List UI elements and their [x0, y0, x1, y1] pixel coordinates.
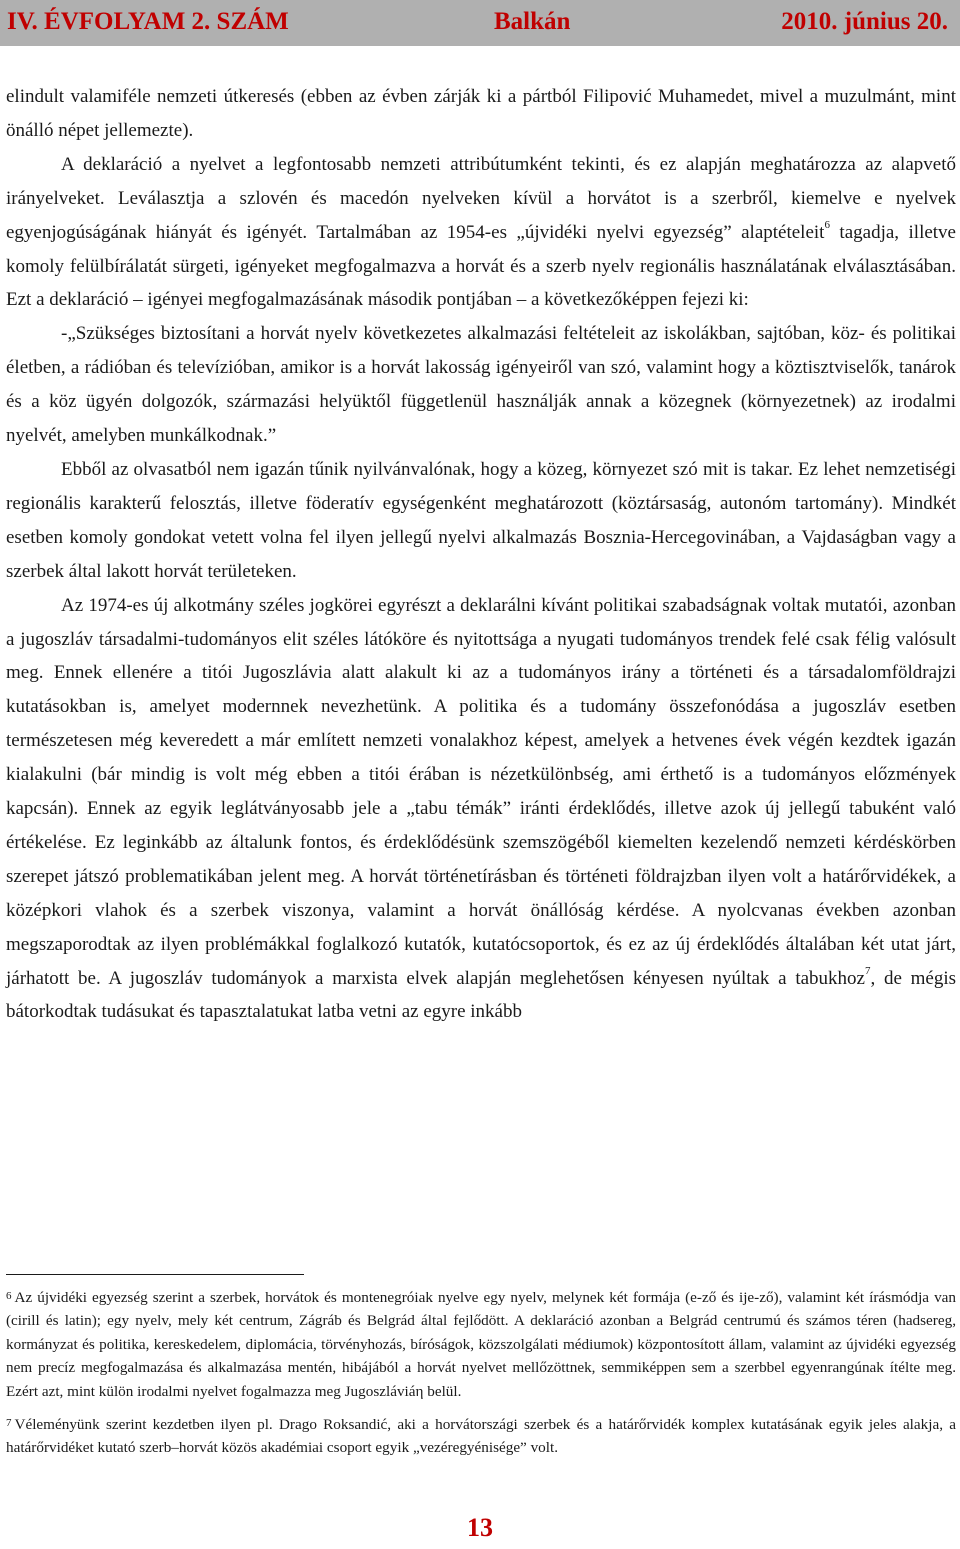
paragraph-text: A deklaráció a nyelvet a legfontosabb nemzeti attribútumként tekinti, és ez alapján meghatározza az alapvető irányelveket. Leválasztja a szlovén és macedón nyelveken kívül a horvátot is a szerbről, kiemelve e nyelvek egyenjogúságának hiányát és igényét. Tartalmában az 1954-es „újvidéki nyelvi egyezség” alaptételeit [6, 153, 956, 243]
footnote-text: Az újvidéki egyezség szerint a szerbek, horvátok és montenegróiak nyelve egy nyelv, melynek két formája (e-ző és ije-ző), valamint két írásmódja van (cirill és latin); egy nyelv, mely két centrum, Zágráb és Belgrád által fejlődött. A deklaráció azonban a Belgrád centrumú és számos téren (hadsereg, kormányzat és politika, kereskedelem, diplomácia, törvényhozás, bíróságok, közszolgálati médiumok) központosított állam, valamint az újvidéki egyezség nem precíz megfogalmazása és alkalmazása mentén, hibájából a horvát nyelvet mellőzöttnek, semmiképpen sem a szerbbel egyenrangúnak ítélte meg. Ezért azt, mint külön irodalmi nyelvet fogalmazza meg Jugoszláviáη belül. [6, 1289, 956, 1400]
paragraph-text: Az 1974-es új alkotmány széles jogkörei egyrészt a deklarálni kívánt politikai szabadságnak voltak mutatói, azonban a jugoszláv társadalmi-tudományos elit széles látóköre és nyitottsága a nyugati tudományos trendek felé csak félig valósult meg. Ennek ellenére a titói Jugoszlávia alatt alakult ki az a tudományos irány a történeti és a társadalomföldrajzi kutatásokban is, amelyet modernnek nevezhetünk. A politika és a tudomány összefonódása a jugoszláv esetben természetesen még keveredett a már említett nemzeti vonalakhoz képest, amelyek a hetvenes évek végén kezdtek igazán kialakulni (bár mindig is volt még ebben a titói érában is nézetkülönbség, ami érthető is a tudományos előzmények kapcsán). Ennek az egyik leglátványosabb jele a „tabu témák” iránti érdeklődés, illetve azok új jellegű tabuként való értékelése. Ez leginkább az általunk fontos, és érdeklődésünk szemszögéből kiemelten kezelendő nemzeti kérdéskörben szerepet játszó problematikában jelent meg. A horvát történetírásban és történeti földrajzban ilyen volt a határőrvidékek, a középkori vlahok és a szerbek viszonya, valamint a horvát önállóság kérdése. A nyolcvanas években azonban megszaporodtak az ilyen problémákkal foglalkozó kutatók, kutatócsoportok, és ez az új érdeklődés általában két utat járt, járhatott be. A jugoszláv tudományok a marxista elvek alapján meglehetősen kényesen nyúltak a tabukhoz [6, 594, 956, 989]
footnote-number: 6 [6, 1290, 12, 1302]
page-number: 13 [467, 1513, 493, 1542]
paragraph-quote: -„Szükséges biztosítani a horvát nyelv következetes alkalmazási feltételeit az iskolákban, sajtóban, köz- és politikai életben, a rádióban és televízióban, amikor is a horvát lakosság igényeiről van szó, valamint hogy a köztisztviselők, tanárok és a köz ügyén dolgozók, származási helyüktől függetlenül használják annak a közegnek (környezetnek) az irodalmi nyelvét, amelyben munkálkodnak.” [6, 323, 956, 447]
paragraph-text: , de mégis bátorkodtak tudásukat és tapasztalatukat latba vetni az egyre inkább [6, 967, 956, 1023]
issue-date: 2010. június 20. [781, 8, 948, 35]
footnote [6, 1413, 956, 1460]
paragraph-continuation: elindult valamiféle nemzeti útkeresés (ebben az évben zárják ki a pártból Filipović Muhamedet, mivel a muzulmánt, mint önálló népet jellemezte). [6, 86, 956, 141]
page-header [0, 0, 960, 46]
footnote [6, 1286, 956, 1403]
article-body [6, 80, 956, 1029]
paragraph [6, 148, 956, 318]
paragraph [6, 589, 956, 1030]
footnote-ref[interactable]: 6 [824, 219, 830, 232]
section-title: Balkán [494, 8, 571, 35]
footnote-number: 7 [6, 1417, 12, 1430]
footnote-text: Véleményünk szerint kezdetben ilyen pl. Drago Roksandić, aki a horvátországi szerbek és a határőrvidék komplex kutatásának egyik jeles alakja, a határőrvidéket kutató szerb–horvát közös akadémiai csoport egyik „vezéregyénisége” volt. [6, 1416, 956, 1457]
journal-volume: IV. ÉVFOLYAM 2. SZÁM [7, 8, 289, 35]
footnote-ref[interactable]: 7 [864, 965, 871, 978]
paragraph-text: tagadja, illetve komoly felülbírálatát sürgeti, igényeket megfogalmazva a horvát és a szerb nyelv regionális használatának elválasztásában. Ezt a deklaráció – igényei megfogalmazásának második pontjában – a következőképpen fejezi ki: [6, 221, 956, 311]
footnote-divider [6, 1274, 304, 1275]
paragraph: Ebből az olvasatból nem igazán tűnik nyilvánvalónak, hogy a közeg, környezet szó mit is takar. Ez lehet nemzetiségi regionális karakterű felosztás, illetve föderatív egységenként meghatározott (köztársaság, autonóm tartomány). Mindkét esetben komoly gondokat vetett volna fel ilyen jellegű nyelvi alkalmazás Bosznia-Hercegovinában, a Vajdaságban vagy a szerbek által lakott horvát területeken. [6, 458, 956, 582]
footnotes [6, 1286, 956, 1460]
